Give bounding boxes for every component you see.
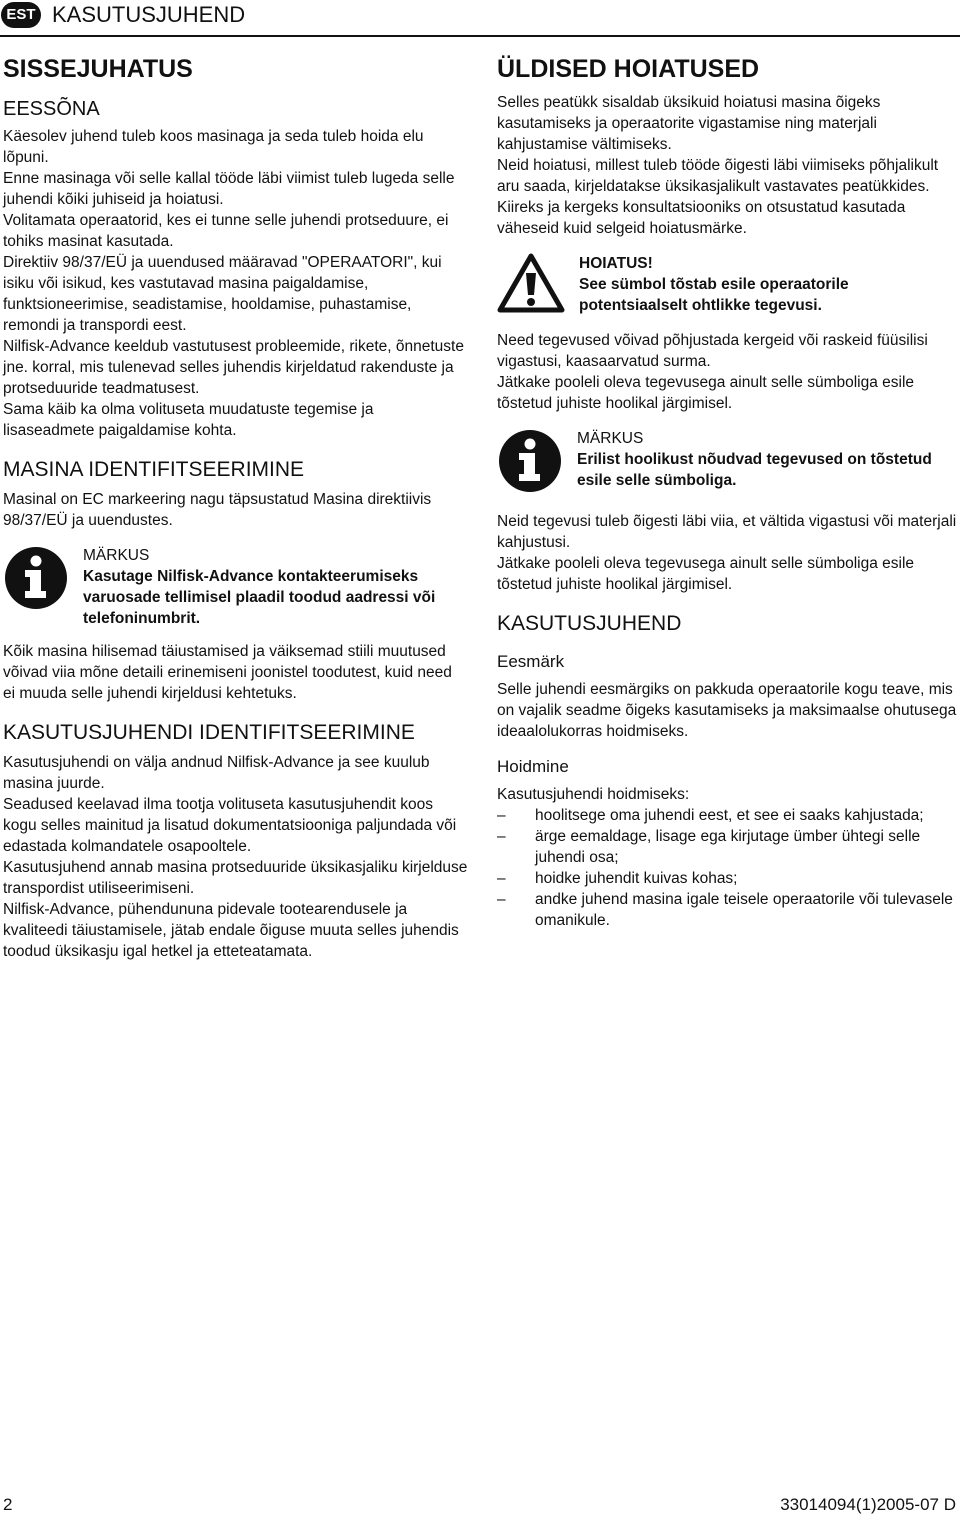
note-title: MÄRKUS [83, 547, 150, 564]
list-item [497, 889, 960, 931]
paragraph: Kasutusjuhendi hoidmiseks: [497, 786, 690, 803]
list-item [497, 868, 960, 889]
list-item-text: ärge eemaldage, lisage ega kirjutage ümber ühtegi selle juhendi osa; [535, 828, 921, 866]
list-dash: – [497, 807, 506, 824]
paragraph: Selles peatükk sisaldab üksikuid hoiatusi masina õigeks kasutamiseks ja operaatorite vigastamise ning materjali kahjustamise vältimiseks. [497, 94, 881, 153]
list-dash: – [497, 870, 506, 887]
heading-manual-identification: KASUTUSJUHENDI IDENTIFITSEERIMINE [3, 721, 415, 744]
paragraph: Kiireks ja kergeks konsultatsiooniks on otsustatud kasutada väheseid kuid selgeid hoiatusmärke. [497, 199, 906, 237]
list-item [497, 805, 960, 826]
info-icon [497, 428, 563, 499]
paragraph: Direktiiv 98/37/EÜ ja uuendused määravad "OPERAATORI", kui isiku või isikud, kes vastutavad masina paigaldamise, funktsioneerimise, seadistamise, hooldamise, puhastamise, remondi ja transpordi eest. [3, 254, 442, 334]
heading-keeping: Hoidmine [497, 757, 569, 776]
paragraph: Enne masinaga või selle kallal tööde läbi viimist tuleb lugeda selle juhendi kõiki juhiseid ja hoiatusi. [3, 170, 455, 208]
keeping-list [497, 805, 960, 931]
heading-introduction: SISSEJUHATUS [3, 55, 193, 83]
paragraph: Kõik masina hilisemad täiustamised ja väiksemad stiili muutused võivad viia mõne detaili erinemiseni joonistel toodutest, kuid need ei muuda selle juhendi kirjeldusi kehtetuks. [3, 643, 452, 702]
paragraph: Sama käib ka olma volituseta muudatuste tegemise ja lisaseadmete paigaldamise kohta. [3, 401, 374, 439]
heading-foreword: EESSÕNA [3, 98, 100, 120]
list-dash: – [497, 828, 506, 845]
warning-body: See sümbol tõstab esile operaatorile potentsiaalselt ohtlikke tegevusi. [579, 276, 849, 314]
paragraph: Kasutusjuhendi on välja andnud Nilfisk-Advance ja see kuulub masina juurde. [3, 754, 430, 792]
page-header [0, 0, 960, 34]
document-code: 33014094(1)2005-07 D [780, 1495, 956, 1514]
note-box [497, 428, 960, 499]
heading-purpose: Eesmärk [497, 652, 565, 671]
note-body: Kasutage Nilfisk-Advance kontakteerumiseks varuosade tellimisel plaadil toodud aadressi või telefoninumbrit. [83, 568, 436, 627]
paragraph: Neid tegevusi tuleb õigesti läbi viia, et vältida vigastusi või materjali kahjustusi. [497, 513, 957, 551]
page-number: 2 [3, 1495, 13, 1514]
paragraph: Volitamata operaatorid, kes ei tunne selle juhendi protseduure, ei tohiks masinat kasutada. [3, 212, 449, 250]
paragraph: Käesolev juhend tuleb koos masinaga ja seda tuleb hoida elu lõpuni. [3, 128, 424, 166]
list-item [497, 826, 960, 868]
left-column [3, 40, 468, 962]
list-item-text: andke juhend masina igale teisele operaatorile või tulevasele omanikule. [535, 891, 953, 929]
language-badge: EST [1, 2, 41, 28]
paragraph: Selle juhendi eesmärgiks on pakkuda operaatorile kogu teave, mis on vajalik seadme õigeks kasutamiseks ja maksimaalse ohutusega ideaalolukorras hoidmiseks. [497, 681, 957, 740]
heading-general-warnings: ÜLDISED HOIATUSED [497, 55, 760, 83]
paragraph: Nilfisk-Advance keeldub vastutusest probleemide, rikete, õnnetuste jne. korral, mis tulenevad selles juhendis kirjeldatud rakenduste ja protseduuride teadmatusest. [3, 338, 464, 397]
paragraph: Need tegevused võivad põhjustada kergeid või raskeid füüsilisi vigastusi, kaasaarvatud surma. [497, 332, 928, 370]
paragraph: Nilfisk-Advance, pühendununa pidevale tootearendusele ja kvaliteedi täiustamisele, jätab endale õiguse muuta selles juhendis toodud üksikasju igal hetkel ja etteteatamata. [3, 901, 459, 960]
list-item-text: hoolitsege oma juhendi eest, et see ei saaks kahjustada; [535, 807, 924, 824]
info-icon [3, 545, 69, 616]
paragraph: Neid hoiatusi, millest tuleb tööde õigesti läbi viimiseks põhjalikult aru saada, kirjeldatakse üksikasjalikult vastavates peatükkides. [497, 157, 939, 195]
note-body: Erilist hoolikust nõudvad tegevused on tõstetud esile selle sümboliga. [577, 451, 932, 489]
heading-manual: KASUTUSJUHEND [497, 612, 682, 635]
note-title: MÄRKUS [577, 430, 644, 447]
note-box [3, 545, 468, 629]
paragraph: Jätkake pooleli oleva tegevusega ainult selle sümboliga esile tõstetud juhiste hoolikal järgimisel. [497, 555, 915, 593]
right-column [497, 40, 960, 931]
paragraph: Masinal on EC markeering nagu täpsustatud Masina direktiivis 98/37/EÜ ja uuendustes. [3, 491, 432, 529]
list-dash: – [497, 891, 506, 908]
warning-box [497, 253, 960, 318]
paragraph: Seadused keelavad ilma tootja volituseta kasutusjuhendit koos kogu selles mainitud ja lisatud dokumentatsiooniga paljundada või edastada kolmandatele osapooltele. [3, 796, 457, 855]
header-title: KASUTUSJUHEND [52, 2, 246, 27]
heading-machine-identification: MASINA IDENTIFITSEERIMINE [3, 458, 305, 481]
warning-triangle-icon [497, 253, 565, 318]
warning-title: HOIATUS! [579, 255, 653, 272]
paragraph: Jätkake pooleli oleva tegevusega ainult selle sümboliga esile tõstetud juhiste hoolikal järgimisel. [497, 374, 915, 412]
header-rule [0, 35, 960, 37]
paragraph: Kasutusjuhend annab masina protseduuride üksikasjaliku kirjelduse transpordist utiliseerimiseni. [3, 859, 468, 897]
list-item-text: hoidke juhendit kuivas kohas; [535, 870, 738, 887]
